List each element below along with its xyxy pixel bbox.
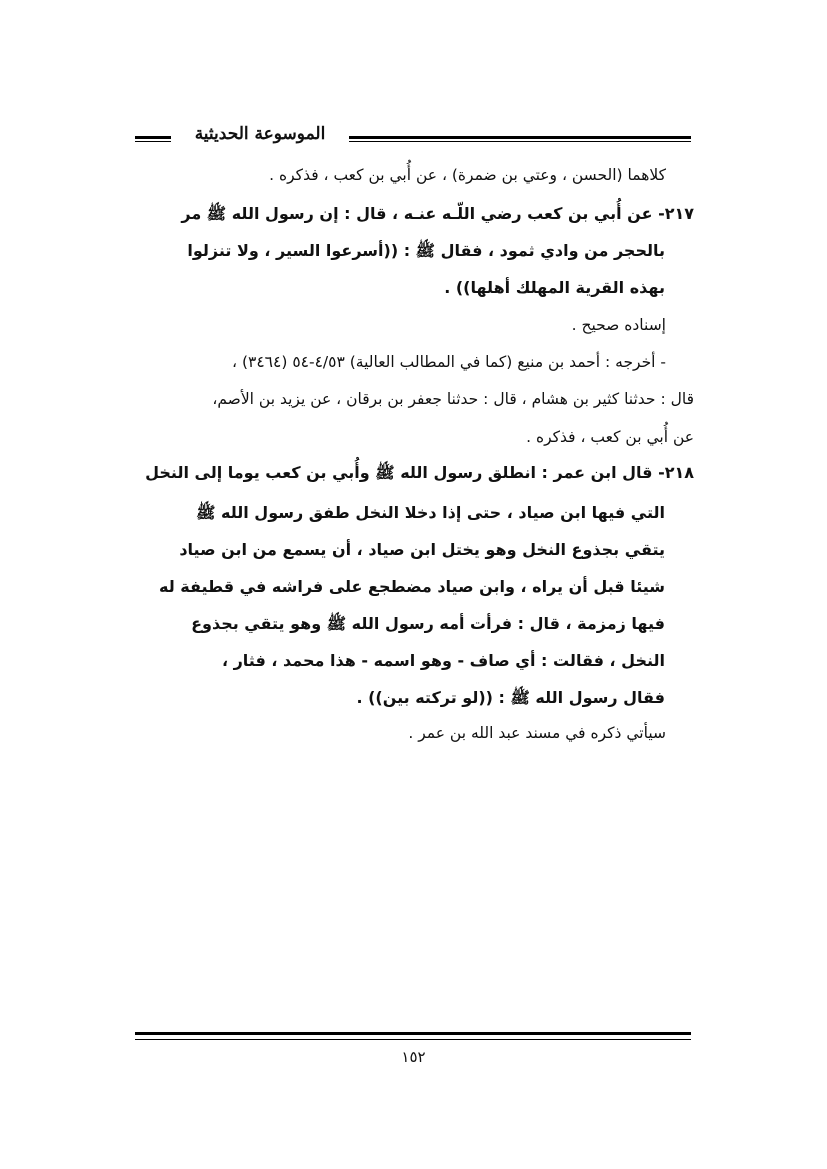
- footer-rule-thin: [135, 1039, 691, 1040]
- takhrij-line-2: قال : حدثنا كثير بن هشام ، قال : حدثنا جعفر بن برقان ، عن يزيد بن الأصم،: [212, 390, 694, 408]
- takhrij-line-1: - أخرجه : أحمد بن منيع (كما في المطالب العالية) ٤/٥٣-٥٤ (٣٤٦٤) ،: [232, 353, 666, 371]
- cross-reference: سيأتي ذكره في مسند عبد الله بن عمر .: [408, 724, 666, 742]
- header-title: الموسوعة الحديثية: [194, 124, 326, 144]
- hadith-218-line-4: شيئا قبل أن يراه ، وابن صياد مضطجع على فراشه في قطيفة له: [159, 577, 665, 596]
- text-line: كلاهما (الحسن ، وعتي بن ضمرة) ، عن أُبي بن كعب ، فذكره .: [269, 166, 666, 184]
- isnad-grading: إسناده صحيح .: [571, 316, 666, 334]
- hadith-218-line-2: التي فيها ابن صياد ، حتى إذا دخلا النخل طفق رسول الله ﷺ: [196, 503, 665, 522]
- header-rule-right: [349, 136, 691, 142]
- hadith-218-line-5: فيها زمزمة ، قال : فرأت أمه رسول الله ﷺ وهو يتقي بجذوع: [191, 614, 665, 633]
- running-header: [135, 120, 691, 154]
- hadith-217-line-2: بالحجر من وادي ثمود ، فقال ﷺ : ((أسرعوا السير ، ولا تنزلوا: [187, 241, 665, 260]
- hadith-218-line-7: فقال رسول الله ﷺ : ((لو تركته بين)) .: [356, 688, 665, 707]
- header-rule-left: [135, 136, 171, 142]
- hadith-217-line-1: ٢١٧- عن أُبي بن كعب رضي اللّـه عنـه ، قال : إن رسول الله ﷺ مر: [181, 204, 694, 223]
- takhrij-line-3: عن أُبي بن كعب ، فذكره .: [526, 428, 694, 446]
- footer-rule-thick: [135, 1032, 691, 1035]
- hadith-218-line-3: يتقي بجذوع النخل وهو يختل ابن صياد ، أن يسمع من ابن صياد: [179, 540, 665, 559]
- hadith-217-line-3: بهذه القرية المهلك أهلها)) .: [444, 278, 665, 297]
- hadith-218-line-6: النخل ، فقالت : أي صاف - وهو اسمه - هذا محمد ، فثار ،: [221, 651, 665, 670]
- hadith-218-line-1: ٢١٨- قال ابن عمر : انطلق رسول الله ﷺ وأُبي بن كعب يوما إلى النخل: [145, 463, 694, 482]
- page-number: ١٥٢: [401, 1048, 426, 1066]
